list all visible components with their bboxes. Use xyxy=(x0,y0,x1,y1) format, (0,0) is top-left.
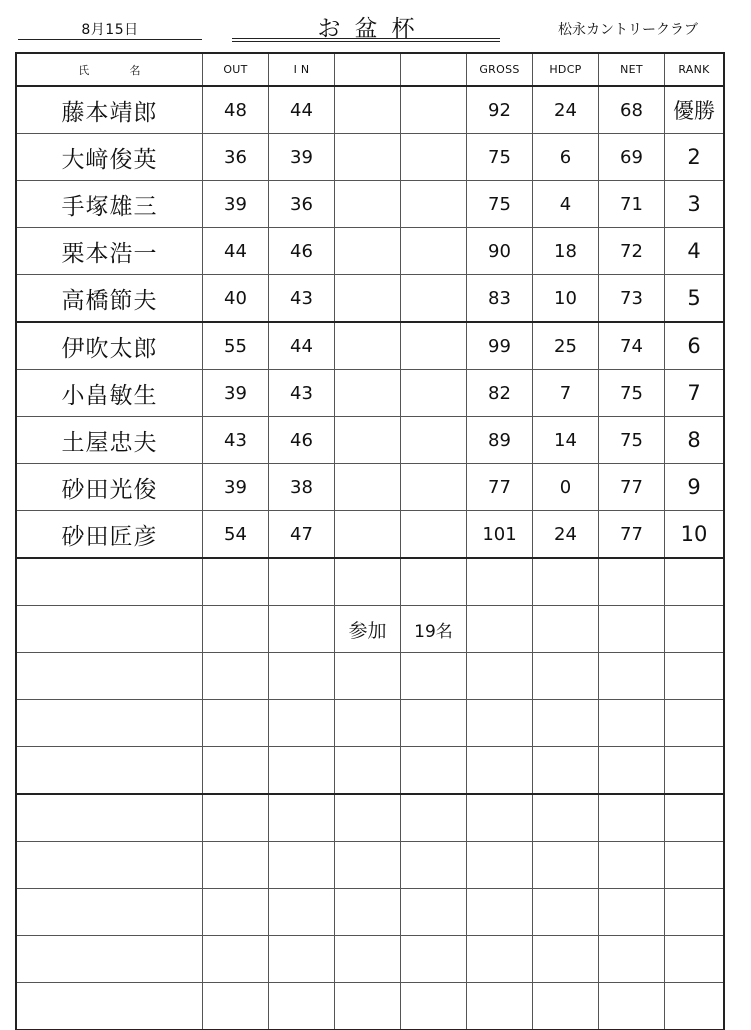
hdcp-value: 7 xyxy=(533,370,599,417)
empty-cell xyxy=(335,700,401,747)
gross-score: 75 xyxy=(467,134,533,181)
empty-cell xyxy=(665,936,724,983)
empty-cell xyxy=(401,747,467,795)
empty-cell xyxy=(665,558,724,606)
date-label: 8月15日 xyxy=(81,22,139,38)
hdcp-value: 24 xyxy=(533,511,599,559)
table-row xyxy=(17,842,724,889)
blank-cell xyxy=(335,511,401,559)
in-score: 43 xyxy=(269,370,335,417)
empty-cell xyxy=(17,606,203,653)
empty-cell xyxy=(599,558,665,606)
header-name-part: 氏 xyxy=(78,63,90,77)
table-row xyxy=(17,417,724,464)
empty-cell xyxy=(17,700,203,747)
table-row xyxy=(17,889,724,936)
table-row xyxy=(17,370,724,417)
table-row xyxy=(17,606,724,653)
player-name: 砂田光俊 xyxy=(17,464,203,511)
empty-cell xyxy=(467,842,533,889)
out-score: 44 xyxy=(203,228,269,275)
empty-cell xyxy=(599,842,665,889)
empty-cell xyxy=(401,842,467,889)
net-score: 69 xyxy=(599,134,665,181)
table-header-row xyxy=(17,54,724,87)
empty-cell xyxy=(17,558,203,606)
empty-cell xyxy=(335,794,401,842)
empty-cell xyxy=(269,794,335,842)
gross-score: 99 xyxy=(467,322,533,370)
empty-cell xyxy=(401,936,467,983)
hdcp-value: 14 xyxy=(533,417,599,464)
net-score: 77 xyxy=(599,511,665,559)
net-score: 75 xyxy=(599,417,665,464)
empty-cell xyxy=(335,558,401,606)
out-score: 40 xyxy=(203,275,269,323)
player-name: 小畠敏生 xyxy=(17,370,203,417)
table-row xyxy=(17,322,724,370)
net-score: 74 xyxy=(599,322,665,370)
table-row xyxy=(17,228,724,275)
player-name: 藤本靖郎 xyxy=(17,86,203,134)
empty-cell xyxy=(203,889,269,936)
table-row xyxy=(17,275,724,323)
table-row xyxy=(17,700,724,747)
empty-cell xyxy=(467,558,533,606)
empty-cell xyxy=(401,700,467,747)
header-net: NET xyxy=(599,54,665,87)
empty-cell xyxy=(533,653,599,700)
header-in: I N xyxy=(269,54,335,87)
empty-cell xyxy=(467,606,533,653)
table-row xyxy=(17,464,724,511)
empty-cell xyxy=(203,983,269,1030)
player-name: 伊吹太郎 xyxy=(17,322,203,370)
in-score: 46 xyxy=(269,417,335,464)
empty-cell xyxy=(203,794,269,842)
empty-cell xyxy=(335,936,401,983)
hdcp-value: 0 xyxy=(533,464,599,511)
empty-cell xyxy=(269,558,335,606)
rank-value: 5 xyxy=(665,275,724,323)
rank-value: 3 xyxy=(665,181,724,228)
rank-value: 優勝 xyxy=(665,86,724,134)
empty-cell xyxy=(17,794,203,842)
empty-cell xyxy=(335,747,401,795)
gross-score: 75 xyxy=(467,181,533,228)
empty-cell xyxy=(599,936,665,983)
player-name: 土屋忠夫 xyxy=(17,417,203,464)
table-row xyxy=(17,936,724,983)
empty-cell xyxy=(533,889,599,936)
gross-score: 83 xyxy=(467,275,533,323)
empty-cell xyxy=(467,653,533,700)
rank-value: 9 xyxy=(665,464,724,511)
empty-cell xyxy=(665,747,724,795)
empty-cell xyxy=(203,653,269,700)
table-row xyxy=(17,558,724,606)
in-score: 43 xyxy=(269,275,335,323)
date-underline xyxy=(18,39,202,40)
in-score: 44 xyxy=(269,322,335,370)
empty-cell xyxy=(467,700,533,747)
blank-cell xyxy=(401,511,467,559)
empty-cell xyxy=(599,700,665,747)
net-score: 71 xyxy=(599,181,665,228)
empty-cell xyxy=(533,558,599,606)
table-row xyxy=(17,794,724,842)
table-row xyxy=(17,134,724,181)
blank-cell xyxy=(401,181,467,228)
rank-value: 10 xyxy=(665,511,724,559)
player-name: 砂田匠彦 xyxy=(17,511,203,559)
empty-cell xyxy=(665,983,724,1030)
net-score: 73 xyxy=(599,275,665,323)
header-name xyxy=(17,54,203,87)
rank-value: 6 xyxy=(665,322,724,370)
empty-cell xyxy=(599,889,665,936)
hdcp-value: 24 xyxy=(533,86,599,134)
participants-count: 19名 xyxy=(401,606,467,653)
table-row xyxy=(17,86,724,134)
empty-cell xyxy=(467,983,533,1030)
empty-cell xyxy=(665,653,724,700)
net-score: 72 xyxy=(599,228,665,275)
empty-rows xyxy=(17,558,724,1030)
results-body xyxy=(17,86,724,558)
empty-cell xyxy=(335,653,401,700)
gross-score: 77 xyxy=(467,464,533,511)
in-score: 44 xyxy=(269,86,335,134)
empty-cell xyxy=(599,983,665,1030)
empty-cell xyxy=(17,653,203,700)
empty-cell xyxy=(665,794,724,842)
empty-cell xyxy=(599,653,665,700)
header-blank xyxy=(335,54,401,87)
blank-cell xyxy=(401,417,467,464)
blank-cell xyxy=(401,464,467,511)
empty-cell xyxy=(533,842,599,889)
in-score: 36 xyxy=(269,181,335,228)
rank-value: 8 xyxy=(665,417,724,464)
out-score: 43 xyxy=(203,417,269,464)
out-score: 36 xyxy=(203,134,269,181)
empty-cell xyxy=(269,842,335,889)
hdcp-value: 4 xyxy=(533,181,599,228)
table-row xyxy=(17,983,724,1030)
empty-cell xyxy=(665,606,724,653)
blank-cell xyxy=(335,181,401,228)
gross-score: 101 xyxy=(467,511,533,559)
blank-cell xyxy=(401,228,467,275)
header-hdcp: HDCP xyxy=(533,54,599,87)
blank-cell xyxy=(401,275,467,323)
table-row xyxy=(17,511,724,559)
empty-cell xyxy=(203,606,269,653)
header-out: OUT xyxy=(203,54,269,87)
empty-cell xyxy=(269,606,335,653)
rank-value: 2 xyxy=(665,134,724,181)
empty-cell xyxy=(665,842,724,889)
empty-cell xyxy=(17,983,203,1030)
empty-cell xyxy=(401,558,467,606)
empty-cell xyxy=(17,936,203,983)
out-score: 39 xyxy=(203,181,269,228)
table-row xyxy=(17,181,724,228)
empty-cell xyxy=(401,794,467,842)
empty-cell xyxy=(269,983,335,1030)
blank-cell xyxy=(401,322,467,370)
player-name: 栗本浩一 xyxy=(17,228,203,275)
empty-cell xyxy=(17,747,203,795)
header-blank xyxy=(401,54,467,87)
empty-cell xyxy=(335,983,401,1030)
empty-cell xyxy=(467,936,533,983)
empty-cell xyxy=(401,653,467,700)
out-score: 55 xyxy=(203,322,269,370)
participants-label: 参加 xyxy=(335,606,401,653)
empty-cell xyxy=(335,889,401,936)
empty-cell xyxy=(533,983,599,1030)
empty-cell xyxy=(533,747,599,795)
empty-cell xyxy=(269,889,335,936)
title-underline-double xyxy=(232,41,500,42)
hdcp-value: 10 xyxy=(533,275,599,323)
blank-cell xyxy=(335,134,401,181)
header-name-part: 名 xyxy=(129,63,141,77)
empty-cell xyxy=(533,936,599,983)
empty-cell xyxy=(203,558,269,606)
empty-cell xyxy=(599,794,665,842)
hdcp-value: 25 xyxy=(533,322,599,370)
out-score: 39 xyxy=(203,464,269,511)
empty-cell xyxy=(17,889,203,936)
blank-cell xyxy=(335,275,401,323)
empty-cell xyxy=(335,842,401,889)
empty-cell xyxy=(401,889,467,936)
gross-score: 89 xyxy=(467,417,533,464)
empty-cell xyxy=(665,700,724,747)
blank-cell xyxy=(335,464,401,511)
out-score: 39 xyxy=(203,370,269,417)
in-score: 46 xyxy=(269,228,335,275)
hdcp-value: 6 xyxy=(533,134,599,181)
blank-cell xyxy=(335,417,401,464)
empty-cell xyxy=(533,700,599,747)
empty-cell xyxy=(467,794,533,842)
header-rank: RANK xyxy=(665,54,724,87)
empty-cell xyxy=(467,747,533,795)
empty-cell xyxy=(269,936,335,983)
out-score: 54 xyxy=(203,511,269,559)
empty-cell xyxy=(269,747,335,795)
blank-cell xyxy=(335,86,401,134)
empty-cell xyxy=(203,842,269,889)
header-gross: GROSS xyxy=(467,54,533,87)
hdcp-value: 18 xyxy=(533,228,599,275)
gross-score: 90 xyxy=(467,228,533,275)
net-score: 75 xyxy=(599,370,665,417)
in-score: 38 xyxy=(269,464,335,511)
page-title: お盆杯 xyxy=(317,16,429,42)
empty-cell xyxy=(401,983,467,1030)
empty-cell xyxy=(203,936,269,983)
blank-cell xyxy=(335,228,401,275)
empty-cell xyxy=(467,889,533,936)
blank-cell xyxy=(335,322,401,370)
rank-value: 4 xyxy=(665,228,724,275)
empty-cell xyxy=(203,700,269,747)
blank-cell xyxy=(401,370,467,417)
net-score: 68 xyxy=(599,86,665,134)
blank-cell xyxy=(335,370,401,417)
blank-cell xyxy=(401,134,467,181)
player-name: 高橋節夫 xyxy=(17,275,203,323)
empty-cell xyxy=(533,794,599,842)
empty-cell xyxy=(665,889,724,936)
out-score: 48 xyxy=(203,86,269,134)
empty-cell xyxy=(17,842,203,889)
empty-cell xyxy=(533,606,599,653)
rank-value: 7 xyxy=(665,370,724,417)
blank-cell xyxy=(401,86,467,134)
net-score: 77 xyxy=(599,464,665,511)
empty-cell xyxy=(599,747,665,795)
in-score: 39 xyxy=(269,134,335,181)
empty-cell xyxy=(599,606,665,653)
gross-score: 92 xyxy=(467,86,533,134)
title-underline xyxy=(232,38,500,39)
gross-score: 82 xyxy=(467,370,533,417)
empty-cell xyxy=(203,747,269,795)
empty-cell xyxy=(269,700,335,747)
in-score: 47 xyxy=(269,511,335,559)
score-table xyxy=(16,53,724,1030)
player-name: 手塚雄三 xyxy=(17,181,203,228)
empty-cell xyxy=(269,653,335,700)
table-row xyxy=(17,747,724,795)
club-name: 松永カントリークラブ xyxy=(558,22,698,38)
player-name: 大﨑俊英 xyxy=(17,134,203,181)
table-row xyxy=(17,653,724,700)
